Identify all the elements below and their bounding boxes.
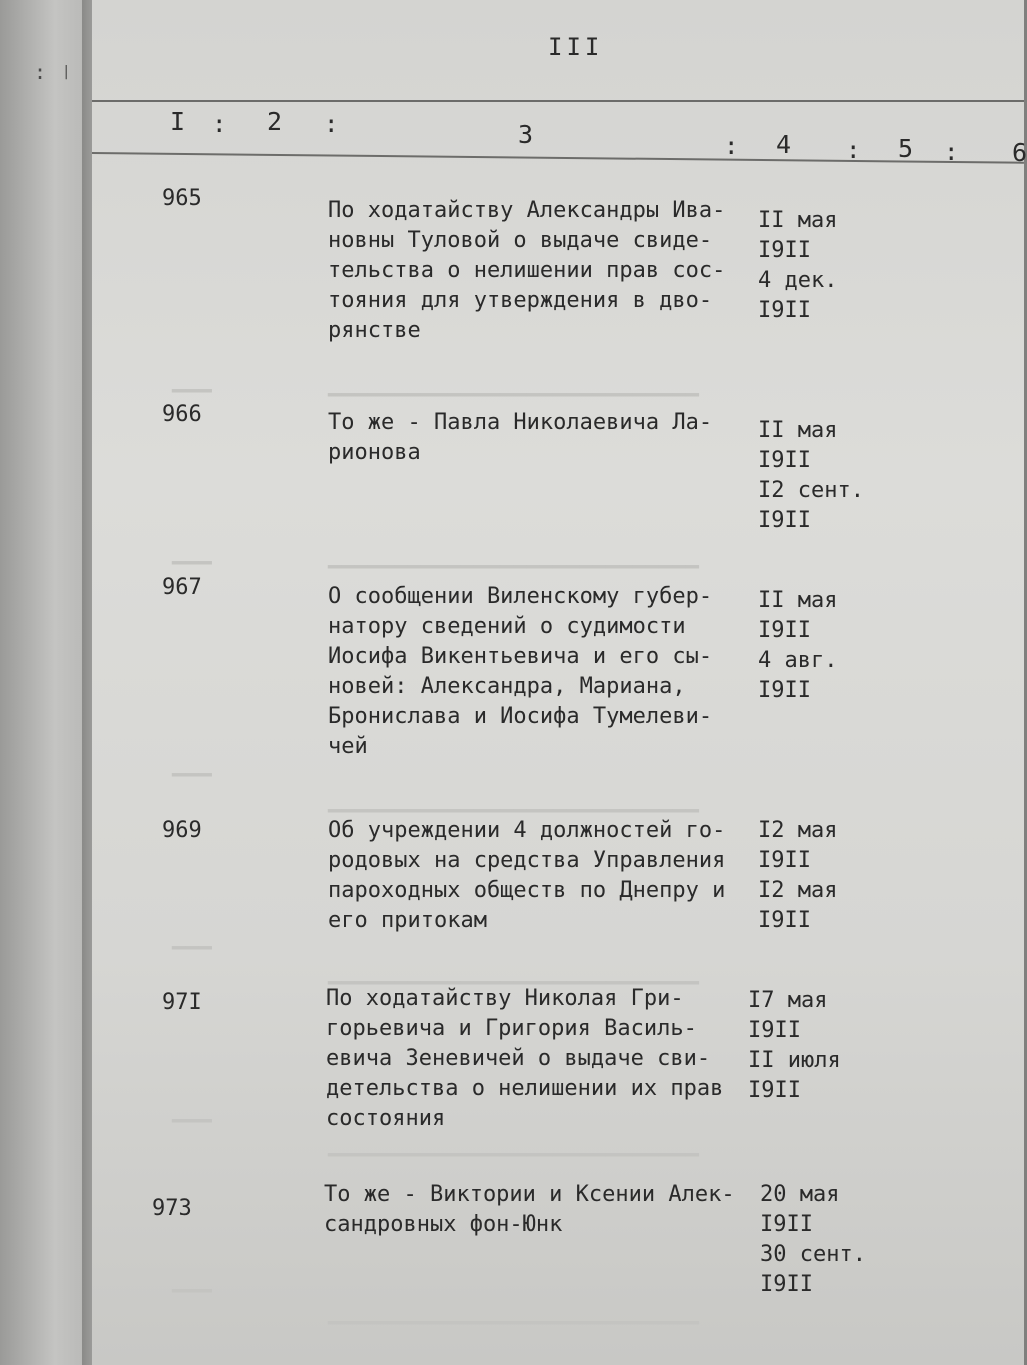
bleed-through: ▁▁▁▁▁▁▁▁▁▁▁▁▁▁▁▁▁▁▁▁▁▁▁▁▁▁▁▁ — [328, 372, 699, 397]
column-header-6: 6 — [1012, 138, 1027, 167]
entry-dates: II мая I9II 4 авг. I9II — [758, 588, 838, 703]
entry-number: 965 — [162, 186, 202, 211]
document-page — [92, 0, 1027, 1365]
column-separator: : — [846, 136, 861, 164]
column-separator: : — [944, 138, 959, 166]
page-number: III — [548, 33, 604, 61]
entry-description: То же - Павла Николаевича Ла- рионова — [328, 410, 713, 465]
bleed-through: ▁▁▁ — [172, 1098, 212, 1123]
column-separator: : — [324, 110, 339, 138]
entry-description: О сообщении Виленскому губер- натору сведений о судимости Иосифа Викентьевича и его сы- новей: Александра, Мариана, Бронислава и Иосифа Тумелеви- чей — [328, 584, 713, 759]
bleed-through: ▁▁▁▁▁▁▁▁▁▁▁▁▁▁▁▁▁▁▁▁▁▁▁▁▁▁▁▁ — [328, 1132, 699, 1157]
entry-dates: II мая I9II 4 дек. I9II — [758, 208, 838, 323]
bleed-through: ▁▁▁▁▁▁▁▁▁▁▁▁▁▁▁▁▁▁▁▁▁▁▁▁▁▁▁▁ — [328, 788, 699, 813]
column-header-4: 4 — [776, 130, 792, 159]
entry-description: По ходатайству Александры Ива- новны Туловой о выдаче свиде- тельства о нелишении прав сос- тояния для утверждения в дво- рянстве — [328, 198, 726, 343]
bleed-through: ▁▁▁ — [172, 1268, 212, 1293]
column-header-3: 3 — [518, 120, 534, 149]
entry-description: Об учреждении 4 должностей го- родовых на средства Управления пароходных обществ по Днепру и его притокам — [328, 818, 726, 933]
header-top-rule — [92, 100, 1024, 102]
entry-number: 966 — [162, 402, 202, 427]
bleed-through: ▁▁▁▁▁▁▁▁▁▁▁▁▁▁▁▁▁▁▁▁▁▁▁▁▁▁▁▁ — [328, 544, 699, 569]
column-header-1: I — [170, 107, 186, 136]
entry-number: 97I — [162, 990, 202, 1015]
header-bottom-rule — [92, 152, 1024, 164]
entry-number: 967 — [162, 575, 202, 600]
bleed-through: ▁▁▁ — [172, 540, 212, 565]
column-separator: : — [724, 132, 739, 160]
bleed-through: ▁▁▁ — [172, 925, 212, 950]
entry-dates: I7 мая I9II II июля I9II — [748, 988, 841, 1103]
entry-number: 969 — [162, 818, 202, 843]
column-header-5: 5 — [898, 134, 914, 163]
entry-description: По ходатайству Николая Гри- горьевича и Григория Василь- евича Зеневичей о выдаче сви- детельства о нелишении их прав состояния — [326, 986, 724, 1131]
margin-mark: | — [62, 64, 71, 80]
entry-dates: II мая I9II I2 сент. I9II — [758, 418, 864, 533]
bleed-through: ▁▁▁▁▁▁▁▁▁▁▁▁▁▁▁▁▁▁▁▁▁▁▁▁▁▁▁▁ — [328, 1300, 699, 1325]
entry-number: 973 — [152, 1196, 192, 1221]
entry-description: То же - Виктории и Ксении Алек- сандровных фон-Юнк — [324, 1182, 735, 1237]
bleed-through: ▁▁▁ — [172, 368, 212, 393]
entry-dates: 20 мая I9II 30 сент. I9II — [760, 1182, 866, 1297]
bleed-through: ▁▁▁ — [172, 752, 212, 777]
margin-mark: : — [34, 60, 47, 84]
column-separator: : — [212, 110, 227, 138]
entry-dates: I2 мая I9II I2 мая I9II — [758, 818, 838, 933]
bleed-through: ▁▁▁▁▁▁▁▁▁▁▁▁▁▁▁▁▁▁▁▁▁▁▁▁▁▁▁▁ — [328, 960, 699, 985]
column-header-2: 2 — [267, 107, 283, 136]
